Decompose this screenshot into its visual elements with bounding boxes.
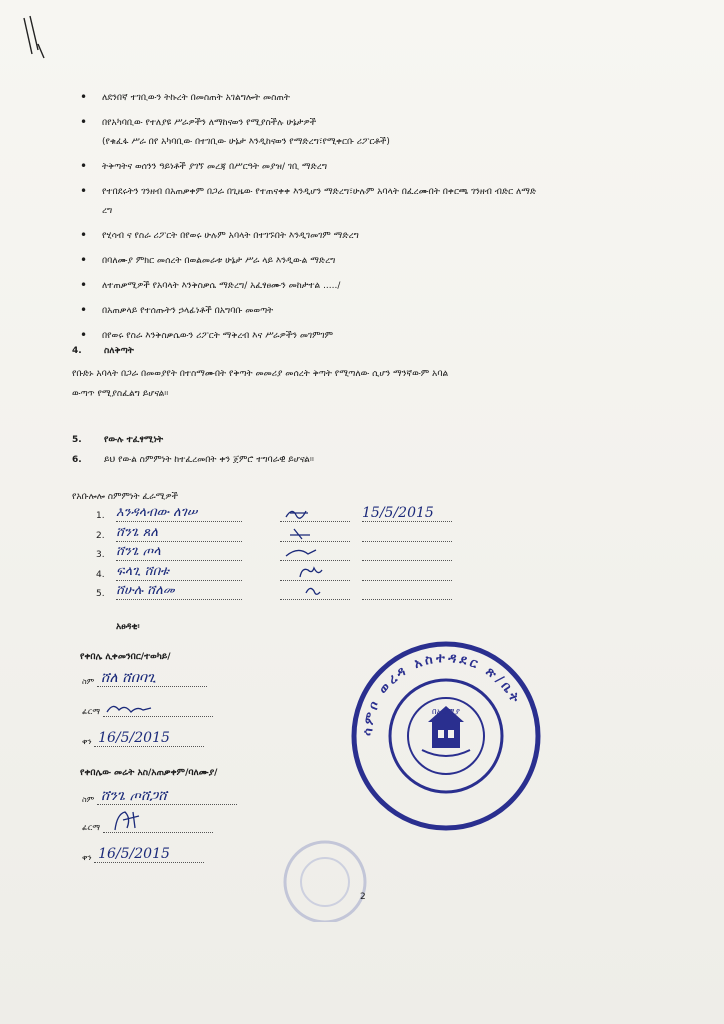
signer-name: ሸንጌ ጦላ bbox=[116, 544, 242, 561]
signers-table bbox=[90, 505, 470, 603]
land-expert-name-field: ስም ሸንጌ ጦሸጋሸ bbox=[82, 790, 237, 805]
signature-mark bbox=[280, 564, 350, 581]
section-5-heading: 5. የውሉ ተፈፃሚነት bbox=[72, 435, 164, 445]
land-expert-title: የቀበሌው መሬት አስ/አጠቃቀም/ባለሙያ/ bbox=[80, 768, 218, 778]
section-4-text: የቡድኑ አባላት በጋራ በመወያየት በተስማሙበት የቅጣት መመሪያ መሰረት ቅጣት የሚጣለው ሲሆን ማንኛውም አባል ውጣጥ የሚያስፈልግ ይሆናል። bbox=[72, 369, 449, 399]
signer-row: 1. እንዳላብው ለገሠ 15/5/2015 bbox=[90, 505, 470, 525]
kebele-chair-date-field: ቀን 16/5/2015 bbox=[82, 732, 204, 747]
signer-date bbox=[362, 544, 452, 561]
signer-row: 5. ሸሁሉ ሸለመ bbox=[90, 583, 470, 603]
list-item: • በአጠቃላይ የተሰጡትን ኃላፊነቶች በአግባቡ መወጣት bbox=[80, 305, 680, 318]
signer-date: 15/5/2015 bbox=[362, 505, 452, 522]
page-number: 2 bbox=[360, 892, 366, 902]
signature-mark bbox=[280, 583, 350, 600]
signer-row: 4. ፍላጊ ሸበቱ bbox=[90, 564, 470, 584]
official-seal bbox=[348, 638, 544, 834]
list-item: • ለደንበኛ ተገቢውን ትኩረት በመስጠት አገልግሎት መስጠት bbox=[80, 92, 680, 105]
signature-mark bbox=[280, 544, 350, 561]
signer-date bbox=[362, 525, 452, 542]
list-item: • የሂሳብ ና የስራ ሪፖርት በየወሩ ሁሉም አባላት በተገኙበት እንዲገመገም ማድረግ bbox=[80, 230, 680, 243]
signer-name: ፍላጊ ሸበቱ bbox=[116, 564, 242, 581]
signer-row: 2. ሸንጌ ጸለ bbox=[90, 525, 470, 545]
seal-outer-text: ሳምቦ ወረዳ አስተዳደር ጽ/ቤት bbox=[360, 650, 524, 737]
signer-name: እንዳላብው ለገሠ bbox=[116, 505, 242, 522]
faint-secondary-stamp bbox=[270, 832, 380, 922]
section-6-text: 6. ይህ የውል ስምምነት ከተፈረመበት ቀን ጀምሮ ተግባራዊ ይሆናል። bbox=[72, 455, 314, 465]
list-item: • ለተጠቃሚዎች የአባላት እንቅስቃሴ ማድረግ/ አፈፃፀሙን መከታተል ...../ bbox=[80, 280, 680, 293]
responsibility-list bbox=[80, 92, 680, 355]
signer-row: 3. ሸንጌ ጦላ bbox=[90, 544, 470, 564]
section-4-heading: 4. ስለቅጣት bbox=[72, 346, 134, 356]
signature-mark bbox=[280, 525, 350, 542]
land-expert-signature-field: ፊርማ bbox=[82, 818, 213, 833]
list-item: • በየአካባቢው የተለያዩ ሥራዎችን ለማከናወን የሚያስችሉ ሁኔታዎች (የቁፈፋ ሥራ በየ አካባቢው በተገቢው ሁኔታ እንዲከናወን የማድረግ፣የሚቀርቡ ሪፖርቶች) bbox=[80, 117, 680, 149]
list-item: • በባለሙያ ምክር መሰረት በወልመራቱ ሁኔታ ሥራ ላይ እንዲውል ማድረግ bbox=[80, 255, 680, 268]
signature-mark bbox=[280, 505, 350, 522]
seal-center-text: በኦሮሚያ bbox=[432, 707, 460, 716]
signer-name: ሸሁሉ ሸለመ bbox=[116, 583, 242, 600]
signer-date bbox=[362, 583, 452, 600]
kebele-chair-title: የቀበሌ ሊቀመንበር/ተወካይ/ bbox=[80, 652, 171, 662]
signer-date bbox=[362, 564, 452, 581]
kebele-chair-name-field: ስም ሸለ ሸበባጊ bbox=[82, 672, 207, 687]
list-item: • የተበደሩትን ገንዘብ በአጠቃቀም በጋራ በጊዜው የተጠናቀቀ እንዲሆን ማድረግ፣ሁሉም አባላት በፈረሙበት በቀርጫ ገንዘብ ብድር ለማድ ረግ bbox=[80, 186, 680, 218]
approvers-title: አፀዳቂ፡ bbox=[116, 622, 140, 632]
handwritten-corner-mark bbox=[18, 14, 48, 60]
signer-name: ሸንጌ ጸለ bbox=[116, 525, 242, 542]
land-expert-date-field: ቀን 16/5/2015 bbox=[82, 848, 204, 863]
list-item: • ትቅጣትና ወሰንን ዓይነቶች ያገኘ መረጃ በሥርዓት መያዝ/ ገቢ ማድረግ bbox=[80, 161, 680, 174]
kebele-chair-signature-field: ፊርማ bbox=[82, 702, 213, 717]
signers-heading: የአቡሎሎ ስምምነት ፈራሚዎች bbox=[72, 492, 178, 502]
list-item: • በየወሩ የስራ እንቅስቃሴውን ሪፖርት ማቅረብ እና ሥራዎችን መገምገም bbox=[80, 330, 680, 343]
